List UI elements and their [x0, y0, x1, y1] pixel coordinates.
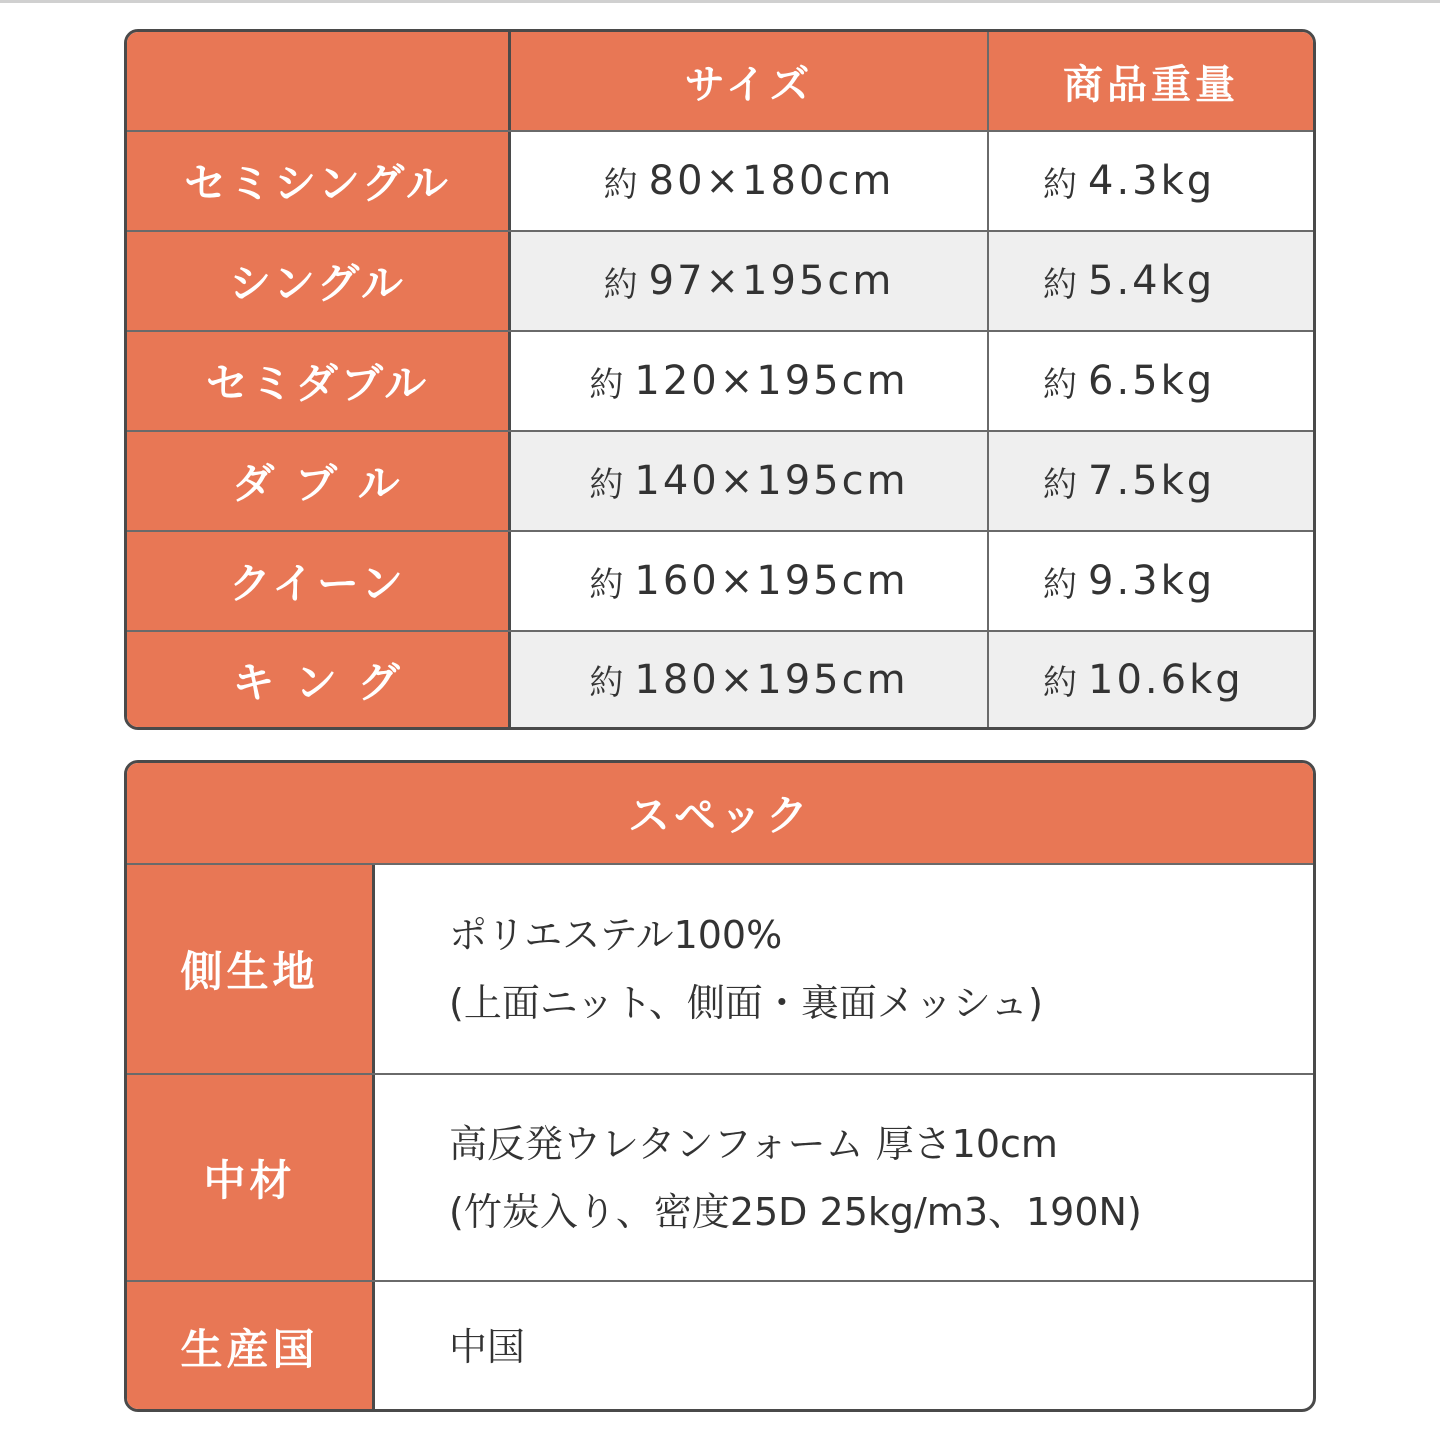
table-row: [127, 532, 1313, 632]
row-size: 約 180×195cm: [589, 656, 909, 703]
row-weight: 約 7.5kg: [1043, 458, 1216, 505]
header-weight-label: 商品重量: [1063, 61, 1239, 108]
row-size: 約 140×195cm: [589, 458, 909, 505]
row-weight: 約 5.4kg: [1043, 258, 1216, 305]
top-divider: [0, 0, 1440, 3]
row-size: 約 160×195cm: [589, 558, 909, 605]
table-row: [127, 632, 1313, 727]
row-weight: 約 6.5kg: [1043, 358, 1216, 405]
spec-row-filling: [127, 1075, 1313, 1282]
row-name: キ ン グ: [232, 657, 403, 707]
spec-value-line: (竹炭入り、密度25D 25kg/m3、190N): [449, 1189, 1142, 1234]
row-size: 約 120×195cm: [589, 358, 909, 405]
size-table-header: [127, 32, 1313, 132]
spec-row-origin: [127, 1282, 1313, 1411]
size-table: [124, 29, 1316, 730]
spec-value-line: 高反発ウレタンフォーム 厚さ10cm: [449, 1121, 1058, 1166]
row-size: 約 97×195cm: [603, 258, 895, 305]
row-name: セミダブル: [205, 359, 430, 408]
row-weight: 約 4.3kg: [1043, 158, 1216, 205]
header-size-label: サイズ: [684, 61, 814, 108]
row-name: ダ ブ ル: [232, 459, 403, 508]
row-size: 約 80×180cm: [603, 158, 895, 205]
spec-table-title: スペック: [127, 763, 1313, 865]
row-name: クイーン: [228, 559, 407, 608]
spec-value: [375, 1075, 1313, 1280]
row-weight: 約 9.3kg: [1043, 558, 1216, 605]
spec-value: [375, 1282, 1313, 1411]
table-row: [127, 332, 1313, 432]
spec-row-fabric: [127, 865, 1313, 1075]
spec-label: 側生地: [127, 865, 375, 1073]
spec-value-line: 中国: [449, 1324, 526, 1369]
spec-label: 中材: [127, 1075, 375, 1280]
row-name: セミシングル: [184, 159, 451, 208]
table-row: [127, 132, 1313, 232]
spec-table: [124, 760, 1316, 1412]
spec-value-line: (上面ニット、側面・裏面メッシュ): [449, 981, 1043, 1025]
row-name: シングル: [229, 259, 406, 308]
spec-value-line: ポリエステル100%: [449, 913, 783, 957]
spec-label: 生産国: [127, 1282, 375, 1411]
header-empty-cell: [127, 32, 511, 130]
table-row: [127, 232, 1313, 332]
header-size: [511, 32, 989, 130]
table-row: [127, 432, 1313, 532]
spec-value: [375, 865, 1313, 1073]
header-weight: [989, 32, 1313, 130]
row-weight: 約 10.6kg: [1043, 656, 1244, 703]
